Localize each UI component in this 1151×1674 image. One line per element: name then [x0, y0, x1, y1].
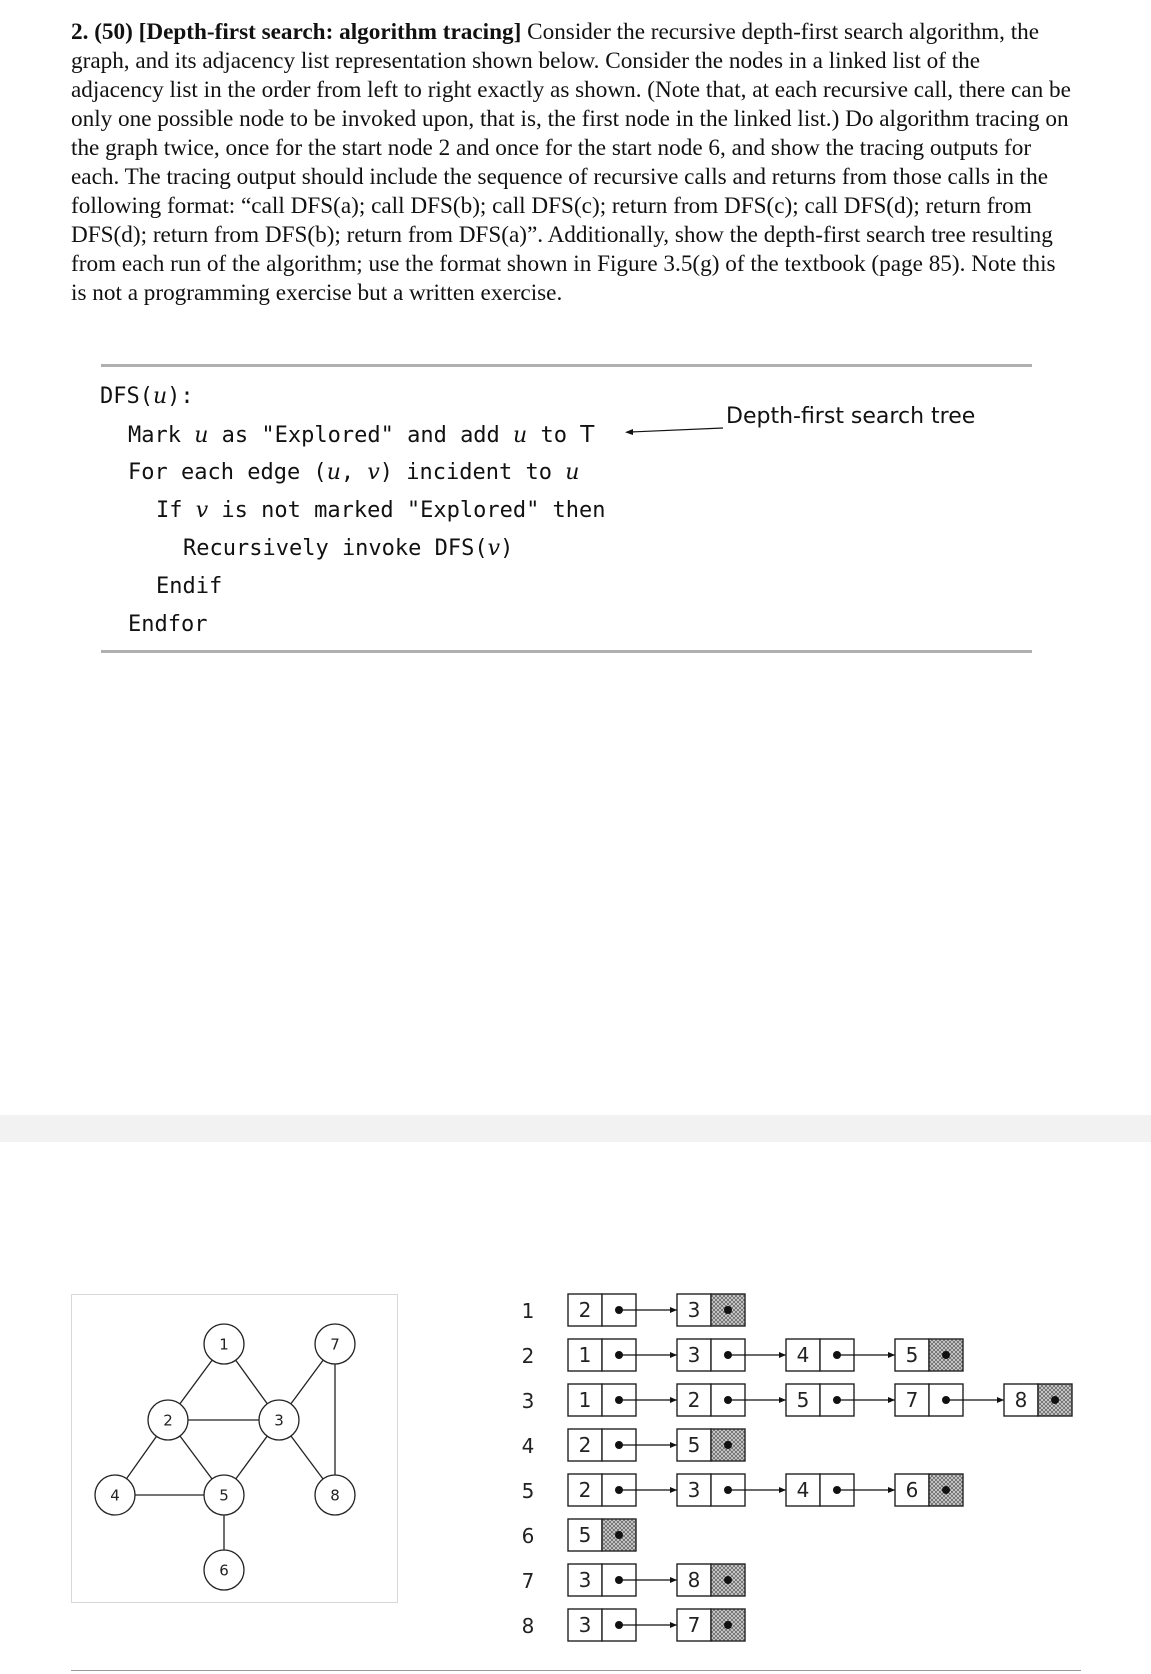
- svg-text:2: 2: [687, 1388, 701, 1412]
- svg-text:2: 2: [578, 1298, 592, 1322]
- list-node-7-3: [568, 1564, 677, 1596]
- svg-text:5: 5: [905, 1343, 919, 1367]
- list-node-7-8: [677, 1564, 745, 1596]
- list-node-3-7: [895, 1384, 1004, 1416]
- list-node-5-4: [786, 1474, 895, 1506]
- svg-text:5: 5: [687, 1433, 701, 1457]
- svg-text:1: 1: [521, 1299, 535, 1323]
- svg-text:1: 1: [219, 1335, 229, 1354]
- callout-label: Depth-first search tree: [726, 404, 976, 429]
- svg-text:8: 8: [687, 1568, 701, 1592]
- graph-edge-3-8: [291, 1436, 323, 1479]
- callout-arrow: [625, 420, 725, 440]
- list-node-5-6: [895, 1474, 963, 1506]
- svg-text:6: 6: [219, 1561, 229, 1580]
- page-bottom-rule: [71, 1670, 1081, 1671]
- code-line-1: DFS(u):: [100, 384, 194, 409]
- svg-text:2: 2: [578, 1478, 592, 1502]
- list-node-2-4: [786, 1339, 895, 1371]
- graph-node-1: [204, 1324, 244, 1364]
- svg-text:7: 7: [521, 1569, 535, 1593]
- separator-band: [0, 1115, 1151, 1142]
- graph-node-7: [315, 1324, 355, 1364]
- problem-body: Consider the recursive depth-first search algorithm, the graph, and its adjacency list representation shown below. Consider the nodes in a linked list of the adjacency list in the order from left to right exactly as shown. (Note that, at each recursive call, there can be only one possible node to be invoked upon, that is, the first node in the linked list.) Do algorithm tracing on the graph twice, once for the start node 2 and once for the start node 6, and show the tracing outputs for each. The tracing output should include the sequence of recursive calls and returns from those calls in the following format: “call DFS(a); call DFS(b); call DFS(c); return from DFS(c); call DFS(d); return from DFS(d); return from DFS(b); return from DFS(a)”. Additionally, show the depth-first search tree resulting from each run of the algorithm; use the format shown in Figure 3.5(g) of the textbook (page 85). Note this is not a programming exercise but a written exercise.: [71, 19, 1071, 306]
- adjacency-list-figure: [500, 1280, 1080, 1650]
- graph-node-3: [259, 1400, 299, 1440]
- list-node-6-5: [568, 1519, 636, 1551]
- svg-text:2: 2: [163, 1411, 173, 1430]
- svg-text:4: 4: [796, 1343, 810, 1367]
- adjacency-row-1: [522, 1294, 745, 1326]
- code-line-6: Endif: [156, 574, 223, 599]
- svg-text:3: 3: [521, 1389, 535, 1413]
- graph-edge-2-5: [180, 1436, 212, 1479]
- list-node-8-7: [677, 1609, 745, 1641]
- tree-symbol-T: T: [580, 422, 595, 448]
- code-line-7: Endfor: [128, 612, 208, 637]
- svg-text:7: 7: [687, 1613, 701, 1637]
- svg-text:8: 8: [1014, 1388, 1028, 1412]
- svg-text:3: 3: [274, 1411, 284, 1430]
- top-rule: [101, 364, 1032, 367]
- adjacency-row-7: [522, 1564, 745, 1596]
- list-node-5-2: [568, 1474, 677, 1506]
- list-node-3-5: [786, 1384, 895, 1416]
- svg-text:3: 3: [687, 1298, 701, 1322]
- list-node-2-5: [895, 1339, 963, 1371]
- svg-text:6: 6: [521, 1524, 535, 1548]
- svg-text:2: 2: [521, 1344, 535, 1368]
- svg-text:3: 3: [687, 1478, 701, 1502]
- graph-edge-3-7: [291, 1360, 323, 1404]
- graph-node-4: [95, 1475, 135, 1515]
- list-node-3-2: [677, 1384, 786, 1416]
- svg-text:3: 3: [578, 1613, 592, 1637]
- graph-node-6: [204, 1550, 244, 1590]
- list-node-3-8: [1004, 1384, 1072, 1416]
- problem-statement: [71, 18, 1071, 308]
- list-node-4-2: [568, 1429, 677, 1461]
- svg-text:7: 7: [905, 1388, 919, 1412]
- svg-text:3: 3: [578, 1568, 592, 1592]
- list-node-4-5: [677, 1429, 745, 1461]
- svg-text:4: 4: [796, 1478, 810, 1502]
- graph-node-8: [315, 1475, 355, 1515]
- graph-node-2: [148, 1400, 188, 1440]
- list-node-2-1: [568, 1339, 677, 1371]
- graph-node-5: [204, 1475, 244, 1515]
- graph-edge-2-4: [127, 1436, 157, 1478]
- svg-text:4: 4: [521, 1434, 535, 1458]
- code-line-2: Mark u as "Explored" and add u to T: [128, 422, 595, 448]
- adjacency-row-4: [522, 1429, 745, 1461]
- list-node-8-3: [568, 1609, 677, 1641]
- svg-text:4: 4: [110, 1486, 120, 1505]
- adjacency-row-2: [522, 1339, 963, 1371]
- code-line-5: Recursively invoke DFS(v): [183, 536, 514, 561]
- adjacency-row-3: [522, 1384, 1072, 1416]
- list-node-2-3: [677, 1339, 786, 1371]
- code-line-4: If v is not marked "Explored" then: [156, 498, 606, 523]
- svg-text:5: 5: [578, 1523, 592, 1547]
- svg-text:1: 1: [578, 1343, 592, 1367]
- adjacency-row-8: [522, 1609, 745, 1641]
- graph-figure: [71, 1294, 398, 1603]
- code-line-3: For each edge (u, v) incident to u: [128, 460, 580, 485]
- list-node-5-3: [677, 1474, 786, 1506]
- svg-text:3: 3: [687, 1343, 701, 1367]
- svg-text:7: 7: [330, 1335, 340, 1354]
- adjacency-row-6: [522, 1519, 636, 1551]
- svg-text:8: 8: [330, 1486, 340, 1505]
- adjacency-row-5: [522, 1474, 963, 1506]
- list-node-3-1: [568, 1384, 677, 1416]
- list-node-1-2: [568, 1294, 677, 1326]
- svg-text:5: 5: [521, 1479, 535, 1503]
- graph-edge-1-2: [180, 1360, 212, 1404]
- svg-text:8: 8: [521, 1614, 535, 1638]
- svg-text:5: 5: [219, 1486, 229, 1505]
- svg-text:5: 5: [796, 1388, 810, 1412]
- graph-edge-3-5: [236, 1436, 267, 1479]
- list-node-1-3: [677, 1294, 745, 1326]
- svg-text:1: 1: [578, 1388, 592, 1412]
- problem-heading: 2. (50) [Depth-first search: algorithm tracing]: [71, 19, 522, 45]
- svg-text:2: 2: [578, 1433, 592, 1457]
- graph-edge-1-3: [236, 1360, 268, 1404]
- svg-text:6: 6: [905, 1478, 919, 1502]
- bottom-code-rule: [101, 650, 1032, 653]
